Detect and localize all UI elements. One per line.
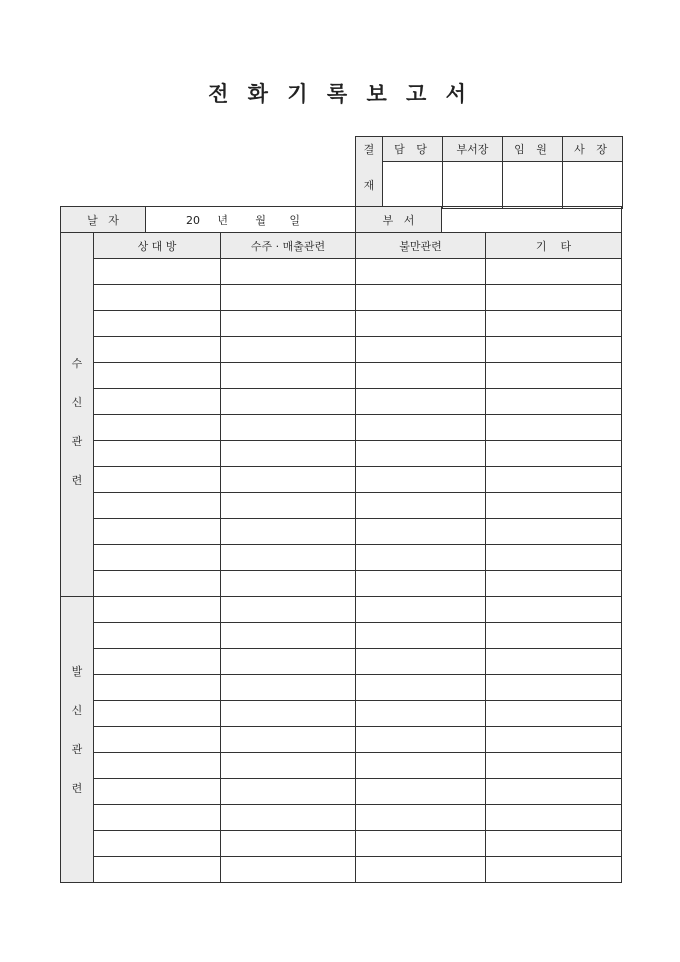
other-cell[interactable]: [486, 727, 622, 753]
counterpart-cell[interactable]: [94, 805, 221, 831]
year-unit: 년: [217, 213, 228, 227]
orders-cell[interactable]: [221, 311, 356, 337]
sent-section-label-char: 신: [71, 704, 83, 717]
table-row: [61, 779, 622, 805]
orders-cell[interactable]: [221, 753, 356, 779]
complaints-cell[interactable]: [356, 597, 486, 623]
counterpart-cell[interactable]: [94, 441, 221, 467]
table-row: [61, 389, 622, 415]
orders-cell[interactable]: [221, 571, 356, 597]
counterpart-cell[interactable]: [94, 649, 221, 675]
complaints-cell[interactable]: [356, 259, 486, 285]
table-row: [61, 493, 622, 519]
complaints-cell[interactable]: [356, 701, 486, 727]
received-section-label-char: 련: [71, 473, 83, 487]
page-title: 전 화 기 록 보 고 서: [208, 81, 472, 106]
table-row: [61, 649, 622, 675]
other-cell[interactable]: [486, 285, 622, 311]
year-prefix: 20: [186, 213, 200, 227]
table-row: [61, 701, 622, 727]
other-cell[interactable]: [486, 363, 622, 389]
day-unit: 일: [289, 213, 300, 227]
complaints-cell[interactable]: [356, 441, 486, 467]
table-row: [61, 623, 622, 649]
orders-cell[interactable]: [221, 597, 356, 623]
orders-cell[interactable]: [221, 727, 356, 753]
orders-cell[interactable]: [221, 831, 356, 857]
header-orders: 수주 · 매출관련: [221, 233, 356, 259]
department-field[interactable]: [442, 207, 622, 233]
counterpart-cell[interactable]: [94, 675, 221, 701]
counterpart-cell[interactable]: [94, 597, 221, 623]
counterpart-cell[interactable]: [94, 623, 221, 649]
sent-section-label-char: 련: [71, 782, 83, 795]
other-cell[interactable]: [486, 701, 622, 727]
approval-label-top: 결: [356, 137, 383, 162]
complaints-cell[interactable]: [356, 363, 486, 389]
date-label: 날 자: [61, 207, 146, 233]
complaints-cell[interactable]: [356, 779, 486, 805]
complaints-cell[interactable]: [356, 753, 486, 779]
orders-cell[interactable]: [221, 649, 356, 675]
other-cell[interactable]: [486, 649, 622, 675]
orders-cell[interactable]: [221, 337, 356, 363]
other-cell[interactable]: [486, 805, 622, 831]
received-section-label-char: 신: [71, 395, 83, 409]
table-row: [61, 571, 622, 597]
orders-cell[interactable]: [221, 389, 356, 415]
other-cell[interactable]: [486, 519, 622, 545]
table-row: [61, 285, 622, 311]
date-field[interactable]: [146, 207, 356, 233]
counterpart-cell[interactable]: [94, 779, 221, 805]
counterpart-cell[interactable]: [94, 727, 221, 753]
orders-cell[interactable]: [221, 519, 356, 545]
received-section-label-char: 수: [71, 356, 83, 370]
approval-table: [355, 136, 623, 209]
table-row: [61, 337, 622, 363]
header-other: 기 타: [486, 233, 622, 259]
counterpart-cell[interactable]: [94, 753, 221, 779]
sign-box-manager[interactable]: [383, 162, 443, 209]
counterpart-cell[interactable]: [94, 545, 221, 571]
complaints-cell[interactable]: [356, 415, 486, 441]
counterpart-cell[interactable]: [94, 519, 221, 545]
complaints-cell[interactable]: [356, 649, 486, 675]
counterpart-cell[interactable]: [94, 389, 221, 415]
other-cell[interactable]: [486, 623, 622, 649]
sent-section-label-char: 관: [71, 743, 83, 756]
orders-cell[interactable]: [221, 857, 356, 883]
other-cell[interactable]: [486, 597, 622, 623]
table-row: [61, 545, 622, 571]
complaints-cell[interactable]: [356, 285, 486, 311]
sign-box-dept-head[interactable]: [443, 162, 503, 209]
complaints-cell[interactable]: [356, 727, 486, 753]
counterpart-cell[interactable]: [94, 337, 221, 363]
complaints-cell[interactable]: [356, 545, 486, 571]
other-cell[interactable]: [486, 389, 622, 415]
orders-cell[interactable]: [221, 285, 356, 311]
other-cell[interactable]: [486, 545, 622, 571]
counterpart-cell[interactable]: [94, 311, 221, 337]
counterpart-cell[interactable]: [94, 415, 221, 441]
department-label: 부 서: [356, 207, 442, 233]
table-row: [61, 519, 622, 545]
table-row: [61, 831, 622, 857]
counterpart-cell[interactable]: [94, 285, 221, 311]
complaints-cell[interactable]: [356, 467, 486, 493]
complaints-cell[interactable]: [356, 519, 486, 545]
other-cell[interactable]: [486, 831, 622, 857]
other-cell[interactable]: [486, 753, 622, 779]
orders-cell[interactable]: [221, 493, 356, 519]
complaints-cell[interactable]: [356, 623, 486, 649]
complaints-cell[interactable]: [356, 493, 486, 519]
sign-box-executive[interactable]: [503, 162, 563, 209]
header-counterpart: 상 대 방: [94, 233, 221, 259]
approval-header-manager: 담 당: [383, 137, 443, 162]
approval-header-executive: 임 원: [503, 137, 563, 162]
sent-section-label-char: 발: [71, 665, 83, 678]
table-row: [61, 363, 622, 389]
table-row: [61, 467, 622, 493]
complaints-cell[interactable]: [356, 389, 486, 415]
table-row: [61, 441, 622, 467]
sent-section-label: [61, 597, 94, 883]
orders-cell[interactable]: [221, 363, 356, 389]
orders-cell[interactable]: [221, 467, 356, 493]
received-section-label: [61, 259, 94, 597]
complaints-cell[interactable]: [356, 675, 486, 701]
sign-box-president[interactable]: [563, 162, 623, 209]
table-row: [61, 259, 622, 285]
counterpart-cell[interactable]: [94, 467, 221, 493]
counterpart-cell[interactable]: [94, 493, 221, 519]
counterpart-cell[interactable]: [94, 701, 221, 727]
approval-label-bottom: 재: [356, 162, 383, 209]
table-row: [61, 857, 622, 883]
table-row: [61, 753, 622, 779]
complaints-cell[interactable]: [356, 311, 486, 337]
other-cell[interactable]: [486, 571, 622, 597]
other-cell[interactable]: [486, 493, 622, 519]
complaints-cell[interactable]: [356, 805, 486, 831]
other-cell[interactable]: [486, 857, 622, 883]
call-log-table: [60, 206, 622, 883]
complaints-cell[interactable]: [356, 337, 486, 363]
table-row: [61, 675, 622, 701]
other-cell[interactable]: [486, 311, 622, 337]
complaints-cell[interactable]: [356, 831, 486, 857]
counterpart-cell[interactable]: [94, 363, 221, 389]
orders-cell[interactable]: [221, 623, 356, 649]
orders-cell[interactable]: [221, 415, 356, 441]
other-cell[interactable]: [486, 415, 622, 441]
section-label-header: [61, 233, 94, 259]
complaints-cell[interactable]: [356, 857, 486, 883]
table-row: [61, 597, 622, 623]
other-cell[interactable]: [486, 675, 622, 701]
counterpart-cell[interactable]: [94, 571, 221, 597]
table-row: [61, 805, 622, 831]
orders-cell[interactable]: [221, 441, 356, 467]
table-row: [61, 311, 622, 337]
orders-cell[interactable]: [221, 545, 356, 571]
complaints-cell[interactable]: [356, 571, 486, 597]
counterpart-cell[interactable]: [94, 857, 221, 883]
header-complaints: 불만관련: [356, 233, 486, 259]
approval-header-president: 사 장: [563, 137, 623, 162]
counterpart-cell[interactable]: [94, 259, 221, 285]
other-cell[interactable]: [486, 467, 622, 493]
other-cell[interactable]: [486, 337, 622, 363]
orders-cell[interactable]: [221, 675, 356, 701]
orders-cell[interactable]: [221, 805, 356, 831]
counterpart-cell[interactable]: [94, 831, 221, 857]
other-cell[interactable]: [486, 259, 622, 285]
other-cell[interactable]: [486, 779, 622, 805]
received-section-label-char: 관: [71, 434, 83, 448]
approval-header-dept-head: 부서장: [443, 137, 503, 162]
other-cell[interactable]: [486, 441, 622, 467]
table-row: [61, 727, 622, 753]
orders-cell[interactable]: [221, 701, 356, 727]
orders-cell[interactable]: [221, 259, 356, 285]
month-unit: 월: [255, 213, 266, 227]
orders-cell[interactable]: [221, 779, 356, 805]
table-row: [61, 415, 622, 441]
